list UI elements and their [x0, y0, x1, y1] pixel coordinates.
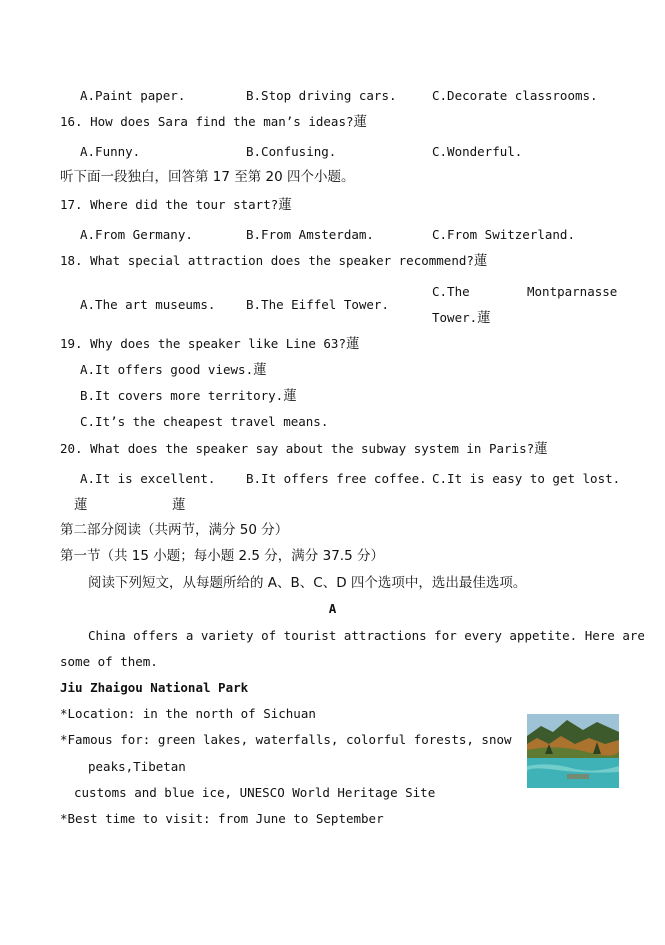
intro-line-1: China offers a variety of tourist attractions for every appetite. Here are — [88, 628, 645, 643]
q20-stray-mark-2: 蓮 — [172, 497, 186, 513]
q18-option-b: B.The Eiffel Tower. — [246, 297, 389, 312]
q18-option-c-line2 — [432, 310, 491, 326]
q20-stray-mark-1: 蓮 — [74, 497, 88, 513]
q19-option-a-text: A.It offers good views. — [80, 362, 254, 377]
q20-question — [60, 441, 548, 457]
q19-question — [60, 336, 359, 352]
q19-option-a — [80, 362, 267, 378]
q18-option-c-line1b: Montparnasse — [527, 284, 618, 299]
q20-mark: 蓮 — [534, 441, 548, 457]
q17-option-c: C.From Switzerland. — [432, 227, 575, 242]
q17-option-a: A.From Germany. — [80, 227, 193, 242]
q17-mark: 蓮 — [278, 197, 292, 213]
q16-mark: 蓮 — [353, 114, 367, 130]
q15-option-b: B.Stop driving cars. — [246, 88, 397, 103]
q19-mark: 蓮 — [345, 336, 360, 352]
q17-question — [60, 197, 292, 213]
q18-option-c-line1a: C.The — [432, 284, 470, 299]
attraction-title: Jiu Zhaigou National Park — [60, 680, 249, 695]
attraction-famous-line-1: *Famous for: green lakes, waterfalls, colorful forests, snow — [60, 732, 512, 747]
q19-option-c: C.It’s the cheapest travel means. — [80, 414, 329, 429]
passage-label: A — [328, 601, 337, 616]
q19-option-b-text: B.It covers more territory. — [80, 388, 284, 403]
q15-option-a: A.Paint paper. — [80, 88, 186, 103]
q16-question — [60, 114, 367, 130]
q20-option-c: C.It is easy to get lost. — [432, 471, 621, 486]
q18-option-c-mark: 蓮 — [477, 310, 491, 326]
part2-title: 第二部分阅读（共两节，满分 50 分） — [60, 522, 289, 538]
attraction-famous-line-3: customs and blue ice, UNESCO World Heritage Site — [74, 785, 436, 800]
q19-option-b — [80, 388, 297, 404]
q20-option-b: B.It offers free coffee. — [246, 471, 427, 486]
section1-title: 第一节（共 15 小题；每小题 2.5 分，满分 37.5 分） — [60, 548, 384, 564]
q18-option-c-text: Tower. — [432, 310, 478, 325]
q18-option-a: A.The art museums. — [80, 297, 216, 312]
q16-option-b: B.Confusing. — [246, 144, 337, 159]
q18-question-text: 18. What special attraction does the speaker recommend? — [60, 253, 474, 268]
reading-instruction: 阅读下列短文，从每题所给的 A、B、C、D 四个选项中，选出最佳选项。 — [88, 575, 527, 591]
q15-option-c: C.Decorate classrooms. — [432, 88, 598, 103]
q17-question-text: 17. Where did the tour start? — [60, 197, 279, 212]
intro-line-2: some of them. — [60, 654, 158, 669]
jiuzhaigou-photo-graphic — [527, 714, 619, 788]
monologue-instruction: 听下面一段独白，回答第 17 至第 20 四个小题。 — [60, 169, 355, 185]
attraction-best-time: *Best time to visit: from June to September — [60, 811, 384, 826]
attraction-location: *Location: in the north of Sichuan — [60, 706, 316, 721]
q19-question-text: 19. Why does the speaker like Line 63? — [60, 336, 346, 351]
q16-option-a: A.Funny. — [80, 144, 141, 159]
q18-mark: 蓮 — [473, 253, 488, 269]
q16-option-c: C.Wonderful. — [432, 144, 523, 159]
attraction-famous-line-2: peaks,Tibetan — [88, 759, 186, 774]
q19-option-a-mark: 蓮 — [253, 362, 267, 378]
q16-question-text: 16. How does Sara find the man’s ideas? — [60, 114, 354, 129]
q18-question — [60, 253, 487, 269]
q20-question-text: 20. What does the speaker say about the subway system in Paris? — [60, 441, 535, 456]
q20-option-a: A.It is excellent. — [80, 471, 216, 486]
jiuzhaigou-photo — [527, 714, 619, 788]
q19-option-b-mark: 蓮 — [283, 388, 297, 404]
q17-option-b: B.From Amsterdam. — [246, 227, 374, 242]
